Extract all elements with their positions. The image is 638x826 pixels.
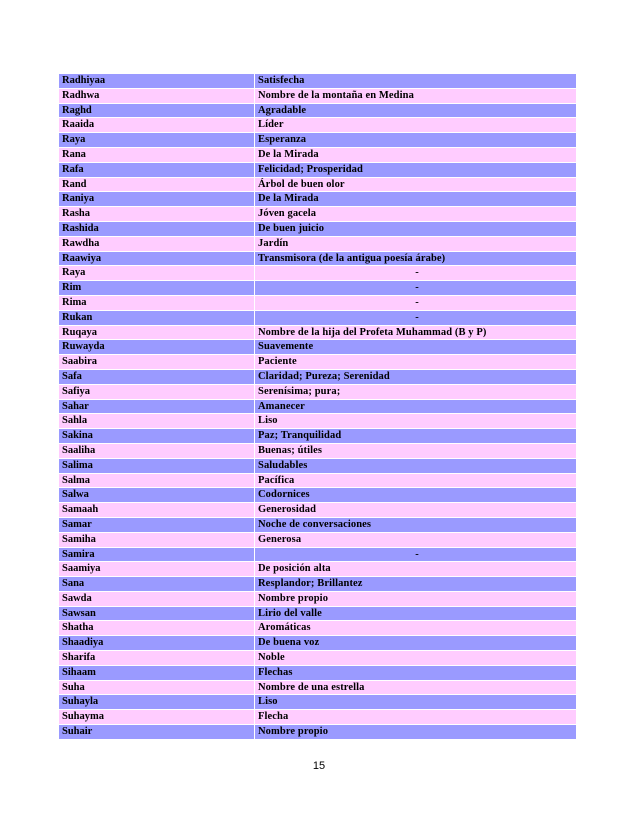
meaning-cell: Buenas; útiles	[258, 444, 323, 456]
meaning-cell: Transmisora (de la antigua poesía árabe)	[258, 252, 446, 264]
table-row	[59, 355, 576, 370]
name-cell: Rukan	[59, 311, 255, 325]
name-cell: Saabira	[59, 355, 255, 369]
meaning-cell: De buen juicio	[258, 222, 325, 234]
table-row	[59, 400, 576, 415]
table-row	[59, 385, 576, 400]
name-cell: Rawdha	[59, 237, 255, 251]
name-cell: Rana	[59, 148, 255, 162]
table-row	[59, 74, 576, 89]
meaning-cell: Nombre de la hija del Profeta Muhammad (B y P)	[258, 326, 487, 338]
table-row	[59, 133, 576, 148]
table-row	[59, 429, 576, 444]
name-cell: Rima	[59, 296, 255, 310]
name-cell: Saaliha	[59, 444, 255, 458]
table-row	[59, 562, 576, 577]
table-row	[59, 518, 576, 533]
name-cell: Sawsan	[59, 607, 255, 621]
meaning-cell: Codornices	[258, 489, 310, 501]
name-cell: Samira	[59, 548, 255, 562]
name-cell: Saamiya	[59, 562, 255, 576]
table-row	[59, 163, 576, 178]
name-cell: Sana	[59, 577, 255, 591]
name-cell: Suhayla	[59, 695, 255, 709]
name-cell: Raawiya	[59, 252, 255, 266]
meaning-cell: Felicidad; Prosperidad	[258, 163, 363, 175]
name-cell: Safa	[59, 370, 255, 384]
meaning-cell: Esperanza	[258, 134, 307, 146]
name-cell: Shatha	[59, 621, 255, 635]
table-row	[59, 326, 576, 341]
name-cell: Suhair	[59, 725, 255, 739]
table-row	[59, 296, 576, 311]
table-row	[59, 607, 576, 622]
name-cell: Rashida	[59, 222, 255, 236]
name-cell: Suhayma	[59, 710, 255, 724]
table-row	[59, 725, 576, 740]
table-row	[59, 178, 576, 193]
name-cell: Salima	[59, 459, 255, 473]
table-row	[59, 474, 576, 489]
meaning-cell: Flechas	[258, 666, 293, 678]
meaning-cell: Nombre propio	[258, 726, 329, 738]
meaning-cell: Suavemente	[258, 341, 314, 353]
name-cell: Salwa	[59, 488, 255, 502]
table-row	[59, 281, 576, 296]
table-row	[59, 533, 576, 548]
meaning-cell: -	[415, 311, 419, 323]
page-number: 15	[312, 760, 326, 772]
name-cell: Sakina	[59, 429, 255, 443]
table-row	[59, 666, 576, 681]
meaning-cell: Flecha	[258, 711, 289, 723]
meaning-cell: Paciente	[258, 356, 297, 368]
name-cell: Samaah	[59, 503, 255, 517]
table-row	[59, 266, 576, 281]
table-row	[59, 459, 576, 474]
meaning-cell: De posición alta	[258, 563, 331, 575]
table-row	[59, 710, 576, 725]
meaning-cell: Lirio del valle	[258, 607, 322, 619]
name-cell: Raghd	[59, 104, 255, 118]
table-row	[59, 651, 576, 666]
meaning-cell: Resplandor; Brillantez	[258, 578, 363, 590]
table-row	[59, 695, 576, 710]
meaning-cell: Liso	[258, 696, 278, 708]
meaning-cell: Generosidad	[258, 504, 317, 516]
name-cell: Radhwa	[59, 89, 255, 103]
name-cell: Samiha	[59, 533, 255, 547]
name-cell: Raniya	[59, 192, 255, 206]
table-row	[59, 681, 576, 696]
name-cell: Shaadiya	[59, 636, 255, 650]
table-row	[59, 592, 576, 607]
meaning-cell: Noble	[258, 652, 285, 664]
meaning-cell: -	[415, 267, 419, 279]
table-row	[59, 148, 576, 163]
table-row	[59, 192, 576, 207]
table-row	[59, 444, 576, 459]
name-cell: Safiya	[59, 385, 255, 399]
meaning-cell: Agradable	[258, 104, 307, 116]
meaning-cell: Pacífica	[258, 474, 295, 486]
name-cell: Rand	[59, 178, 255, 192]
table-row	[59, 222, 576, 237]
meaning-cell: Generosa	[258, 533, 302, 545]
name-cell: Salma	[59, 474, 255, 488]
table-row	[59, 311, 576, 326]
table-row	[59, 237, 576, 252]
table-row	[59, 488, 576, 503]
name-cell: Ruqaya	[59, 326, 255, 340]
table-row	[59, 252, 576, 267]
meaning-cell: Amanecer	[258, 400, 305, 412]
table-row	[59, 621, 576, 636]
table-row	[59, 503, 576, 518]
meaning-cell: De buena voz	[258, 637, 320, 649]
name-cell: Sawda	[59, 592, 255, 606]
meaning-cell: -	[415, 296, 419, 308]
meaning-cell: Árbol de buen olor	[258, 178, 345, 190]
name-cell: Ruwayda	[59, 340, 255, 354]
table-row	[59, 414, 576, 429]
meaning-cell: Líder	[258, 119, 284, 131]
meaning-cell: De la Mirada	[258, 148, 319, 160]
table-row	[59, 370, 576, 385]
table-row	[59, 636, 576, 651]
meaning-cell: Liso	[258, 415, 278, 427]
meaning-cell: Saludables	[258, 459, 308, 471]
meaning-cell: Nombre de la montaña en Medina	[258, 89, 414, 101]
meaning-cell: -	[415, 548, 419, 560]
meaning-cell: Serenísima; pura;	[258, 385, 341, 397]
name-cell: Sihaam	[59, 666, 255, 680]
table-row	[59, 104, 576, 119]
name-cell: Raaida	[59, 118, 255, 132]
meaning-cell: Noche de conversaciones	[258, 518, 372, 530]
meaning-cell: Jardín	[258, 237, 289, 249]
table-row	[59, 577, 576, 592]
name-cell: Suha	[59, 681, 255, 695]
meaning-cell: Satisfecha	[258, 75, 305, 86]
table-row	[59, 340, 576, 355]
name-cell: Raya	[59, 133, 255, 147]
meaning-cell: Nombre de una estrella	[258, 681, 365, 693]
meaning-cell: De la Mirada	[258, 193, 319, 205]
name-cell: Radhiyaa	[59, 74, 255, 88]
meaning-cell: Jóven gacela	[258, 208, 317, 220]
name-cell: Rasha	[59, 207, 255, 221]
name-cell: Sharifa	[59, 651, 255, 665]
table-row	[59, 89, 576, 104]
name-cell: Sahar	[59, 400, 255, 414]
name-cell: Samar	[59, 518, 255, 532]
table-row	[59, 207, 576, 222]
meaning-cell: Claridad; Pureza; Serenidad	[258, 370, 390, 382]
meaning-cell: Aromáticas	[258, 622, 311, 634]
table-row	[59, 548, 576, 563]
meaning-cell: -	[415, 282, 419, 294]
name-cell: Raya	[59, 266, 255, 280]
names-table	[59, 74, 576, 740]
table-row	[59, 118, 576, 133]
meaning-cell: Paz; Tranquilidad	[258, 430, 342, 442]
meaning-cell: Nombre propio	[258, 592, 329, 604]
name-cell: Rafa	[59, 163, 255, 177]
name-cell: Sahla	[59, 414, 255, 428]
name-cell: Rim	[59, 281, 255, 295]
